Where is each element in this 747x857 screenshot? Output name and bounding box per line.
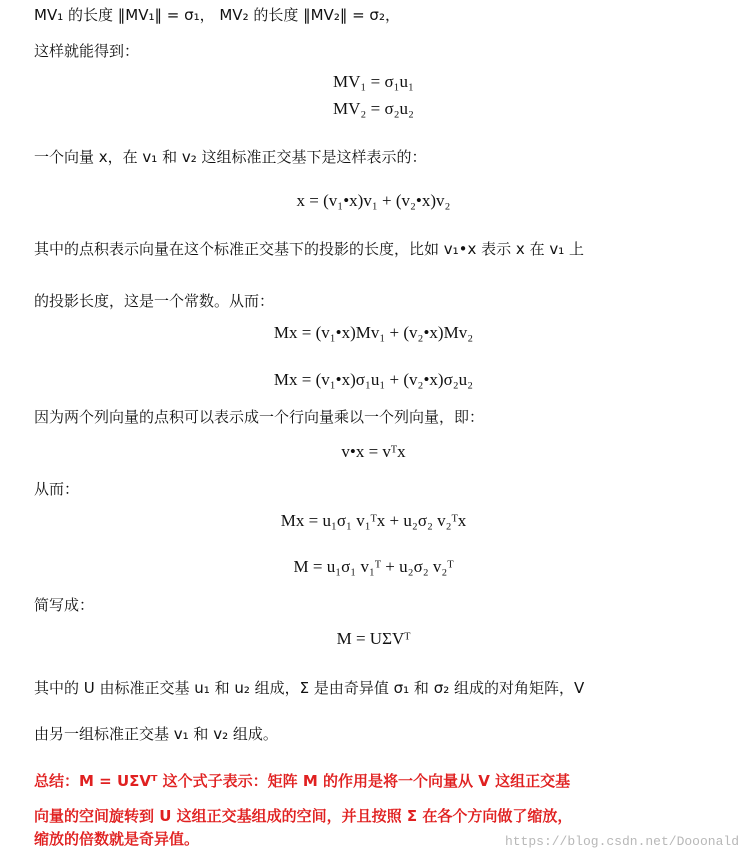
equation-mv1: MV₁ = σ₁u₁: [333, 72, 414, 91]
line-7: 从而：: [34, 480, 80, 498]
summary-line-1: 总结：M = UΣVᵀ 这个式子表示：矩阵 M 的作用是将一个向量从 V 这组正交基: [34, 772, 571, 790]
line-3: 一个向量 x，在 v₁ 和 v₂ 这组标准正交基下是这样表示的：: [34, 148, 427, 166]
line-1: MV₁ 的长度 ‖MV₁‖ = σ₁， MV₂ 的长度 ‖MV₂‖ = σ₂，: [34, 6, 400, 24]
line-4: 其中的点积表示向量在这个标准正交基下的投影的长度，比如 v₁•x 表示 x 在 v₁ 上: [34, 240, 584, 258]
equation-dot: v•x = vᵀx: [341, 442, 406, 461]
equation-mv2: MV₂ = σ₂u₂: [333, 99, 414, 118]
equation-mx-3: Mx = u₁σ₁ v₁ᵀx + u₂σ₂ v₂ᵀx: [280, 511, 467, 530]
summary-line-2: 向量的空间旋转到 U 这组正交基组成的空间，并且按照 Σ 在各个方向做了缩放，: [34, 807, 573, 825]
equation-mx-1: Mx = (v₁•x)Mv₁ + (v₂•x)Mv₂: [273, 323, 474, 342]
equation-x: x = (v₁•x)v₁ + (v₂•x)v₂: [296, 191, 451, 210]
summary-line-3: 缩放的倍数就是奇异值。: [34, 830, 200, 848]
equation-mx-2: Mx = (v₁•x)σ₁u₁ + (v₂•x)σ₂u₂: [273, 370, 474, 389]
equation-m: M = u₁σ₁ v₁ᵀ + u₂σ₂ v₂ᵀ: [293, 557, 454, 576]
equation-svd: M = UΣVᵀ: [336, 629, 411, 648]
line-8: 简写成：: [34, 596, 95, 614]
watermark: https://blog.csdn.net/Dooonald: [504, 834, 739, 849]
line-5: 的投影长度，这是一个常数。从而：: [34, 292, 275, 310]
line-6: 因为两个列向量的点积可以表示成一个行向量乘以一个列向量，即：: [34, 408, 485, 426]
line-2: 这样就能得到：: [34, 42, 140, 60]
line-10: 由另一组标准正交基 v₁ 和 v₂ 组成。: [34, 725, 278, 743]
line-9: 其中的 U 由标准正交基 u₁ 和 u₂ 组成，Σ 是由奇异值 σ₁ 和 σ₂ 组成的对角矩阵，V: [34, 679, 585, 697]
